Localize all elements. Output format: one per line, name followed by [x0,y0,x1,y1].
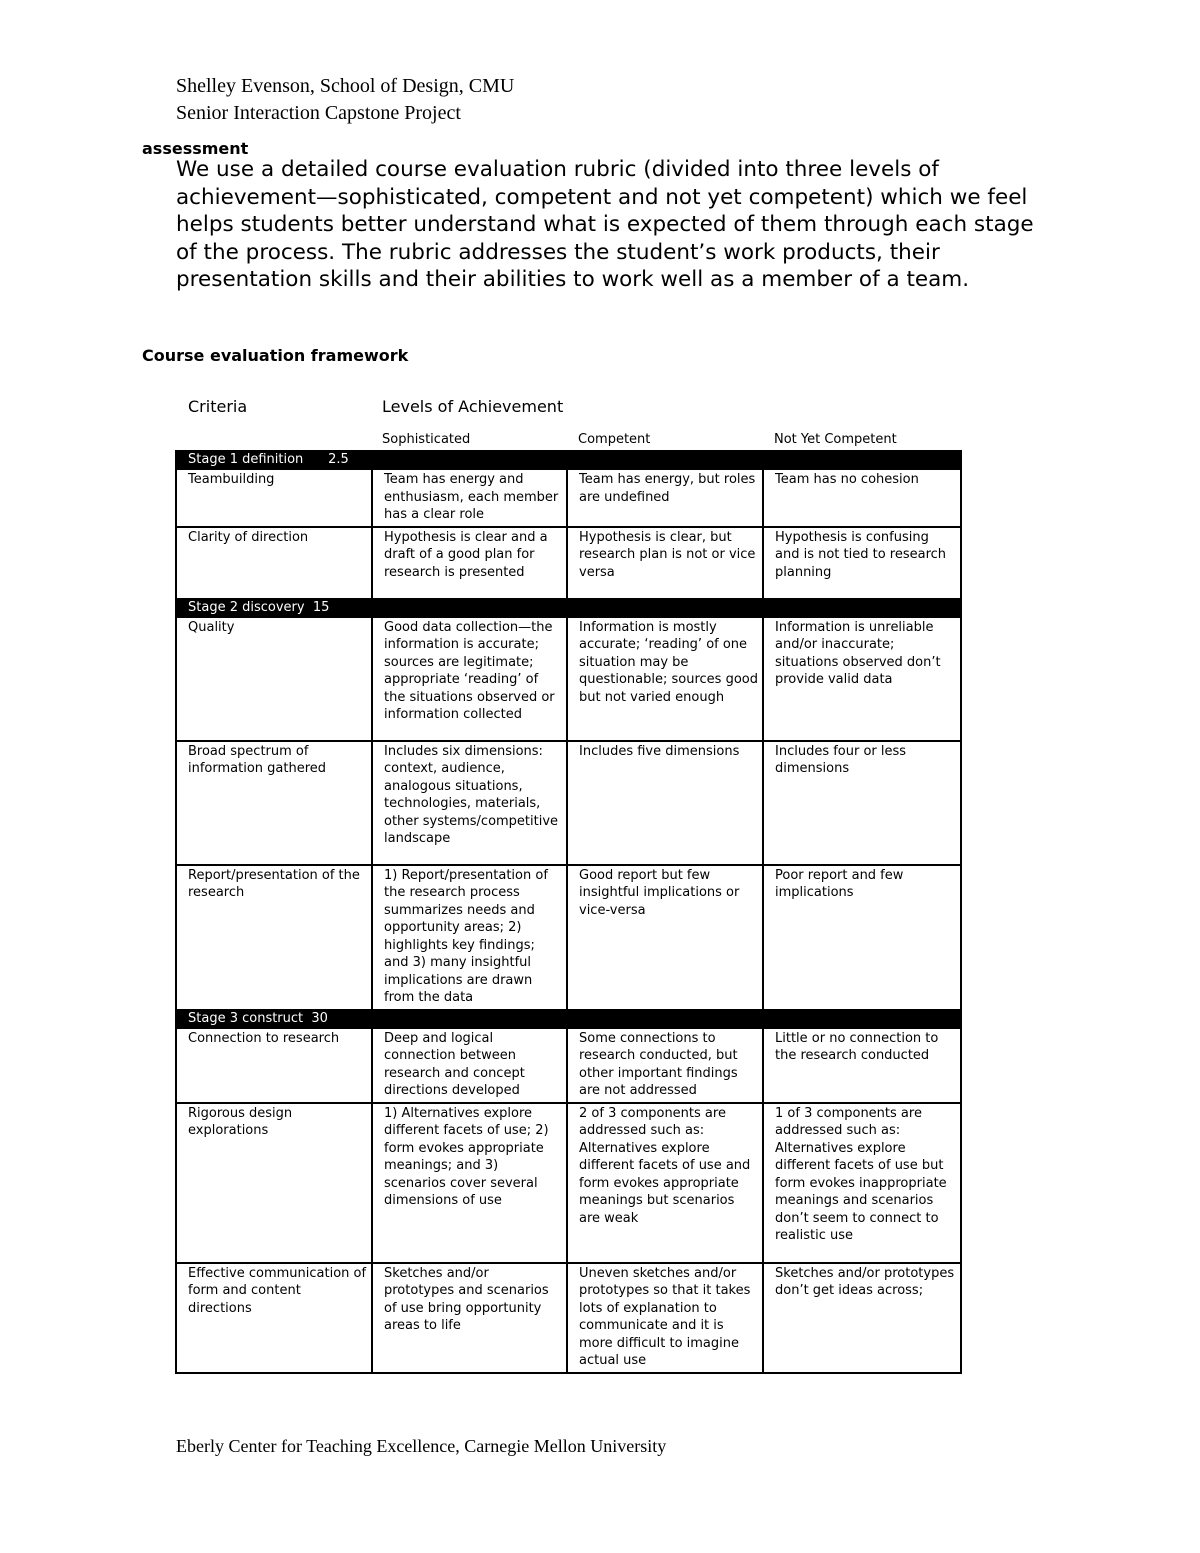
sophisticated-cell: Hypothesis is clear and a draft of a good plan for research is presented [372,527,567,599]
sophisticated-cell: Team has energy and enthusiasm, each member has a clear role [372,469,567,527]
table-row [176,865,961,1010]
table-row [176,617,961,741]
table-row [176,469,961,527]
stage-header-row [176,599,961,617]
table-row [176,1103,961,1263]
author-line: Shelley Evenson, School of Design, CMU [176,75,515,97]
competent-cell: Some connections to research conducted, but other important findings are not addressed [567,1028,763,1103]
criterion-cell: Effective communication of form and content directions [176,1263,372,1373]
criterion-cell: Rigorous design explorations [176,1103,372,1263]
not-yet-cell: Little or no connection to the research conducted [763,1028,961,1103]
competent-cell: Uneven sketches and/or prototypes so that it takes lots of explanation to communicate and it is more difficult to imagine actual use [567,1263,763,1373]
competent-cell: Good report but few insightful implications or vice-versa [567,865,763,1010]
sophisticated-heading: Sophisticated [382,432,471,447]
competent-cell: Information is mostly accurate; ‘reading’ of one situation may be questionable; sources good but not varied enough [567,617,763,741]
stage-header-row [176,451,961,469]
criterion-cell: Broad spectrum of information gathered [176,741,372,865]
sophisticated-cell: 1) Report/presentation of the research process summarizes needs and opportunity areas; 2) highlights key findings; and 3) many insightful implications are drawn from the data [372,865,567,1010]
table-row [176,527,961,599]
table-row [176,1028,961,1103]
section-heading: assessment [142,139,249,158]
table-row [176,741,961,865]
competent-cell: Team has energy, but roles are undefined [567,469,763,527]
not-yet-cell: Includes four or less dimensions [763,741,961,865]
not-yet-cell: Sketches and/or prototypes don’t get ideas across; [763,1263,961,1373]
not-yet-cell: 1 of 3 components are addressed such as: Alternatives explore different facets of use but form evokes inappropriate meanings and scenarios don’t seem to connect to realistic use [763,1103,961,1263]
sophisticated-cell: 1) Alternatives explore different facets of use; 2) form evokes appropriate meanings; and 3) scenarios cover several dimensions of use [372,1103,567,1263]
rubric-table [175,450,962,1374]
sophisticated-cell: Good data collection—the information is accurate; sources are legitimate; appropriate ‘reading’ of the situations observed or information collected [372,617,567,741]
stage-header-row [176,1010,961,1028]
stage-label: Stage 3 construct 30 [176,1010,372,1028]
sophisticated-cell: Deep and logical connection between research and concept directions developed [372,1028,567,1103]
criterion-cell: Quality [176,617,372,741]
criterion-cell: Report/presentation of the research [176,865,372,1010]
table-row [176,1263,961,1373]
competent-cell: Hypothesis is clear, but research plan is not or vice versa [567,527,763,599]
not-yet-cell: Poor report and few implications [763,865,961,1010]
not-yet-competent-heading: Not Yet Competent [774,432,897,447]
criterion-cell: Clarity of direction [176,527,372,599]
footer-text: Eberly Center for Teaching Excellence, Carnegie Mellon University [176,1436,667,1456]
criterion-cell: Connection to research [176,1028,372,1103]
criteria-heading: Criteria [188,397,248,416]
not-yet-cell: Information is unreliable and/or inaccurate; situations observed don’t provide valid data [763,617,961,741]
competent-cell: 2 of 3 components are addressed such as: Alternatives explore different facets of use and form evokes appropriate meanings but scenarios are weak [567,1103,763,1263]
competent-heading: Competent [578,432,651,447]
sophisticated-cell: Includes six dimensions: context, audience, analogous situations, technologies, materials, other systems/competitive landscape [372,741,567,865]
stage-label: Stage 1 definition 2.5 [176,451,372,469]
not-yet-cell: Hypothesis is confusing and is not tied to research planning [763,527,961,599]
intro-paragraph: We use a detailed course evaluation rubric (divided into three levels of achievement—sophisticated, competent and not yet competent) which we feel helps students better understand what is expected of them through each stage of the process. The rubric addresses the student’s work products, their presentation skills and their abilities to work well as a member of a team. [176,157,1034,292]
framework-title: Course evaluation framework [142,346,409,365]
competent-cell: Includes five dimensions [567,741,763,865]
stage-label: Stage 2 discovery 15 [176,599,372,617]
criterion-cell: Teambuilding [176,469,372,527]
project-line: Senior Interaction Capstone Project [176,102,461,124]
levels-heading: Levels of Achievement [382,397,564,416]
sophisticated-cell: Sketches and/or prototypes and scenarios of use bring opportunity areas to life [372,1263,567,1373]
not-yet-cell: Team has no cohesion [763,469,961,527]
